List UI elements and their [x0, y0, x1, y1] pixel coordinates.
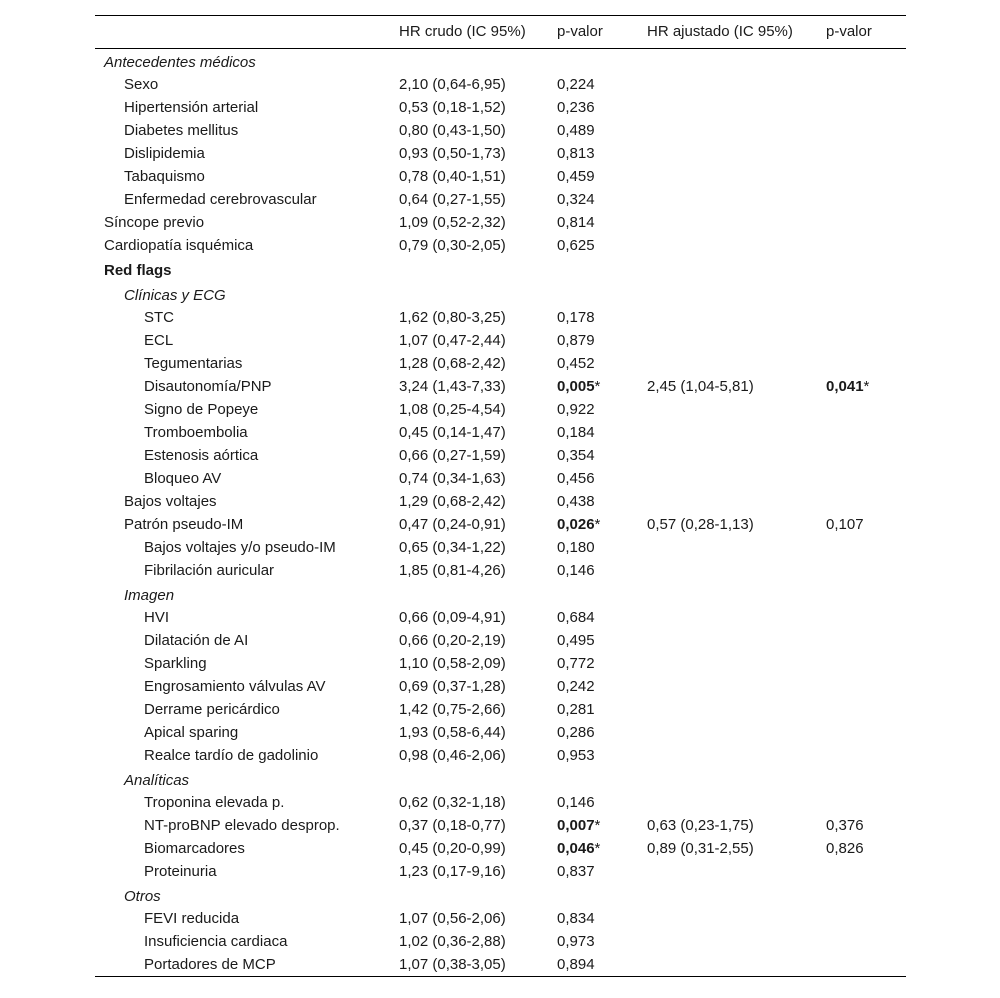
p-value-crude: [557, 192, 595, 208]
p-value-crude-number: 0,242: [557, 678, 595, 695]
hr-crude-value: 0,47 (0,24-0,91): [399, 516, 506, 533]
p-value-crude: [557, 702, 595, 718]
row-label: Engrosamiento válvulas AV: [144, 678, 326, 695]
table-row: [95, 398, 906, 421]
p-value-adjusted-number: 0,107: [826, 516, 864, 533]
row-label: Fibrilación auricular: [144, 562, 275, 579]
table-row: [95, 814, 906, 837]
hr-crude-value: 1,23 (0,17-9,16): [399, 863, 506, 880]
table-row: [95, 467, 906, 490]
hr-crude-value: 1,29 (0,68-2,42): [399, 493, 506, 510]
p-value-crude-number: 0,281: [557, 701, 595, 718]
hr-crude-value: 1,93 (0,58-6,44): [399, 724, 506, 741]
table-row: [95, 234, 906, 257]
table-row: [95, 352, 906, 375]
row-label: Apical sparing: [144, 724, 239, 741]
row-label: Troponina elevada p.: [144, 794, 285, 811]
p-value-crude: [557, 425, 595, 441]
p-value-crude: [557, 238, 595, 254]
p-value-adjusted: [826, 841, 864, 857]
section-label: Antecedentes médicos: [104, 54, 256, 71]
p-value-crude: [557, 494, 595, 510]
section-label: Red flags: [104, 262, 172, 279]
row-label: Signo de Popeye: [144, 401, 259, 418]
hr-crude-value: 0,79 (0,30-2,05): [399, 237, 506, 254]
table-row: [95, 698, 906, 721]
p-value-crude-number: 0,922: [557, 401, 595, 418]
p-value-crude-number: 0,146: [557, 794, 595, 811]
table-row: [95, 188, 906, 211]
table-row: [95, 606, 906, 629]
p-value-crude: [557, 77, 595, 93]
p-value-crude-number: 0,005: [557, 378, 595, 395]
p-value-crude-number: 0,814: [557, 214, 595, 231]
table-row: [95, 375, 906, 398]
row-label: Sexo: [124, 76, 159, 93]
hr-crude-value: 1,28 (0,68-2,42): [399, 355, 506, 372]
p-value-crude: [557, 633, 595, 649]
p-value-crude-number: 0,180: [557, 539, 595, 556]
hr-adjusted-value: 2,45 (1,04-5,81): [647, 378, 754, 395]
significance-star: *: [594, 516, 601, 533]
table-row: [95, 837, 906, 860]
p-value-crude: [557, 448, 595, 464]
row-label: Insuficiencia cardiaca: [144, 933, 288, 950]
table-row: [95, 73, 906, 96]
p-value-crude: [557, 610, 595, 626]
p-value-crude-number: 0,834: [557, 910, 595, 927]
p-value-crude: [557, 679, 595, 695]
row-label: Biomarcadores: [144, 840, 245, 857]
subsection-label: Analíticas: [124, 772, 190, 789]
hr-crude-value: 3,24 (1,43-7,33): [399, 378, 506, 395]
section-row: [95, 49, 906, 73]
row-label: Portadores de MCP: [144, 956, 276, 973]
p-value-crude: [557, 818, 600, 834]
p-value-crude-number: 0,354: [557, 447, 595, 464]
hr-crude-value: 0,78 (0,40-1,51): [399, 168, 506, 185]
p-value-crude: [557, 402, 595, 418]
table-row: [95, 744, 906, 767]
row-label: Derrame pericárdico: [144, 701, 280, 718]
table-row: [95, 142, 906, 165]
hr-crude-value: 1,10 (0,58-2,09): [399, 655, 506, 672]
subsection-row: [95, 582, 906, 606]
p-value-crude-number: 0,146: [557, 562, 595, 579]
header-p-value-crude: p-valor: [557, 23, 603, 40]
p-value-crude: [557, 379, 600, 395]
p-value-crude: [557, 864, 595, 880]
significance-star: *: [594, 840, 601, 857]
subsection-row: [95, 767, 906, 791]
table-row: [95, 930, 906, 953]
row-label: Bajos voltajes: [124, 493, 217, 510]
table-row: [95, 119, 906, 142]
p-value-crude-number: 0,894: [557, 956, 595, 973]
p-value-crude: [557, 310, 595, 326]
p-value-crude-number: 0,178: [557, 309, 595, 326]
p-value-crude: [557, 146, 595, 162]
row-label: Disautonomía/PNP: [144, 378, 272, 395]
row-label: Dilatación de AI: [144, 632, 249, 649]
table-row: [95, 652, 906, 675]
row-label: Estenosis aórtica: [144, 447, 259, 464]
table-row: [95, 306, 906, 329]
p-value-crude-number: 0,236: [557, 99, 595, 116]
p-value-adjusted-number: 0,826: [826, 840, 864, 857]
p-value-crude: [557, 333, 595, 349]
p-value-crude-number: 0,837: [557, 863, 595, 880]
row-label: NT-proBNP elevado desprop.: [144, 817, 340, 834]
bottom-rule: [95, 976, 906, 977]
row-label: Tromboembolia: [144, 424, 248, 441]
p-value-crude-number: 0,813: [557, 145, 595, 162]
p-value-crude: [557, 563, 595, 579]
p-value-crude-number: 0,007: [557, 817, 595, 834]
row-label: FEVI reducida: [144, 910, 240, 927]
hr-crude-value: 1,42 (0,75-2,66): [399, 701, 506, 718]
p-value-crude-number: 0,224: [557, 76, 595, 93]
subsection-row: [95, 883, 906, 907]
section-row: [95, 257, 906, 282]
hr-crude-value: 0,45 (0,20-0,99): [399, 840, 506, 857]
p-value-adjusted: [826, 517, 864, 533]
hr-crude-value: 0,64 (0,27-1,55): [399, 191, 506, 208]
table-row: [95, 211, 906, 234]
row-label: Tegumentarias: [144, 355, 243, 372]
subsection-label: Imagen: [124, 587, 175, 604]
hr-crude-value: 0,66 (0,27-1,59): [399, 447, 506, 464]
hr-adjusted-value: 0,57 (0,28-1,13): [647, 516, 754, 533]
p-value-crude: [557, 356, 595, 372]
p-value-adjusted: [826, 379, 869, 395]
row-label: ECL: [144, 332, 174, 349]
row-label: Bloqueo AV: [144, 470, 222, 487]
subsection-label: Clínicas y ECG: [124, 287, 226, 304]
row-label: Realce tardío de gadolinio: [144, 747, 319, 764]
p-value-crude: [557, 841, 600, 857]
p-value-crude-number: 0,026: [557, 516, 595, 533]
hr-crude-value: 1,07 (0,38-3,05): [399, 956, 506, 973]
table-body: [95, 49, 906, 976]
p-value-adjusted-number: 0,041: [826, 378, 864, 395]
p-value-crude-number: 0,772: [557, 655, 595, 672]
subsection-row: [95, 282, 906, 306]
hr-crude-value: 0,80 (0,43-1,50): [399, 122, 506, 139]
hr-crude-value: 1,85 (0,81-4,26): [399, 562, 506, 579]
row-label: Patrón pseudo-IM: [124, 516, 244, 533]
p-value-crude: [557, 957, 595, 973]
table-row: [95, 629, 906, 652]
p-value-crude: [557, 123, 595, 139]
p-value-crude: [557, 540, 595, 556]
table-row: [95, 165, 906, 188]
table-row: [95, 791, 906, 814]
table-row: [95, 536, 906, 559]
table-row: [95, 860, 906, 883]
header-hr-crude: HR crudo (IC 95%): [399, 23, 526, 40]
p-value-crude: [557, 215, 595, 231]
hr-crude-value: 1,09 (0,52-2,32): [399, 214, 506, 231]
p-value-adjusted: [826, 818, 864, 834]
table-row: [95, 96, 906, 119]
row-label: Bajos voltajes y/o pseudo-IM: [144, 539, 336, 556]
significance-star: *: [863, 378, 870, 395]
hazard-ratio-table: [95, 15, 906, 977]
table-row: [95, 907, 906, 930]
table-header: [95, 16, 906, 48]
hr-crude-value: 0,62 (0,32-1,18): [399, 794, 506, 811]
row-label: Diabetes mellitus: [124, 122, 239, 139]
row-label: HVI: [144, 609, 170, 626]
p-value-crude-number: 0,879: [557, 332, 595, 349]
p-value-crude-number: 0,324: [557, 191, 595, 208]
significance-star: *: [594, 817, 601, 834]
hr-crude-value: 0,74 (0,34-1,63): [399, 470, 506, 487]
hr-crude-value: 0,37 (0,18-0,77): [399, 817, 506, 834]
p-value-crude-number: 0,625: [557, 237, 595, 254]
header-hr-adjusted: HR ajustado (IC 95%): [647, 23, 793, 40]
p-value-adjusted-number: 0,376: [826, 817, 864, 834]
p-value-crude: [557, 934, 595, 950]
table-row: [95, 490, 906, 513]
table-row: [95, 444, 906, 467]
hr-crude-value: 1,07 (0,56-2,06): [399, 910, 506, 927]
p-value-crude-number: 0,438: [557, 493, 595, 510]
row-label: Hipertensión arterial: [124, 99, 259, 116]
hr-crude-value: 0,45 (0,14-1,47): [399, 424, 506, 441]
significance-star: *: [594, 378, 601, 395]
p-value-crude-number: 0,452: [557, 355, 595, 372]
p-value-crude-number: 0,046: [557, 840, 595, 857]
hr-crude-value: 0,66 (0,09-4,91): [399, 609, 506, 626]
row-label: Dislipidemia: [124, 145, 205, 162]
p-value-crude-number: 0,684: [557, 609, 595, 626]
p-value-crude: [557, 656, 595, 672]
row-label: Cardiopatía isquémica: [104, 237, 254, 254]
header-p-value-adjusted: p-valor: [826, 23, 872, 40]
p-value-crude: [557, 100, 595, 116]
hr-crude-value: 1,62 (0,80-3,25): [399, 309, 506, 326]
p-value-crude: [557, 911, 595, 927]
p-value-crude-number: 0,489: [557, 122, 595, 139]
p-value-crude-number: 0,456: [557, 470, 595, 487]
hr-crude-value: 0,69 (0,37-1,28): [399, 678, 506, 695]
p-value-crude-number: 0,286: [557, 724, 595, 741]
hr-crude-value: 0,65 (0,34-1,22): [399, 539, 506, 556]
hr-crude-value: 1,02 (0,36-2,88): [399, 933, 506, 950]
row-label: Síncope previo: [104, 214, 205, 231]
hr-crude-value: 0,93 (0,50-1,73): [399, 145, 506, 162]
p-value-crude-number: 0,184: [557, 424, 595, 441]
p-value-crude: [557, 748, 595, 764]
table-row: [95, 953, 906, 976]
hr-crude-value: 2,10 (0,64-6,95): [399, 76, 506, 93]
p-value-crude: [557, 471, 595, 487]
p-value-crude: [557, 725, 595, 741]
row-label: Tabaquismo: [124, 168, 205, 185]
p-value-crude: [557, 795, 595, 811]
p-value-crude-number: 0,973: [557, 933, 595, 950]
row-label: Enfermedad cerebrovascular: [124, 191, 317, 208]
table-row: [95, 513, 906, 536]
table-row: [95, 721, 906, 744]
p-value-crude-number: 0,459: [557, 168, 595, 185]
table-row: [95, 329, 906, 352]
p-value-crude-number: 0,953: [557, 747, 595, 764]
row-label: Proteinuria: [144, 863, 217, 880]
p-value-crude: [557, 169, 595, 185]
table-row: [95, 675, 906, 698]
table-row: [95, 559, 906, 582]
hr-adjusted-value: 0,89 (0,31-2,55): [647, 840, 754, 857]
p-value-crude-number: 0,495: [557, 632, 595, 649]
p-value-crude: [557, 517, 600, 533]
subsection-label: Otros: [124, 888, 161, 905]
row-label: STC: [144, 309, 174, 326]
hr-crude-value: 0,53 (0,18-1,52): [399, 99, 506, 116]
table-row: [95, 421, 906, 444]
row-label: Sparkling: [144, 655, 207, 672]
hr-crude-value: 0,66 (0,20-2,19): [399, 632, 506, 649]
hr-adjusted-value: 0,63 (0,23-1,75): [647, 817, 754, 834]
hr-crude-value: 1,08 (0,25-4,54): [399, 401, 506, 418]
hr-crude-value: 0,98 (0,46-2,06): [399, 747, 506, 764]
hr-crude-value: 1,07 (0,47-2,44): [399, 332, 506, 349]
